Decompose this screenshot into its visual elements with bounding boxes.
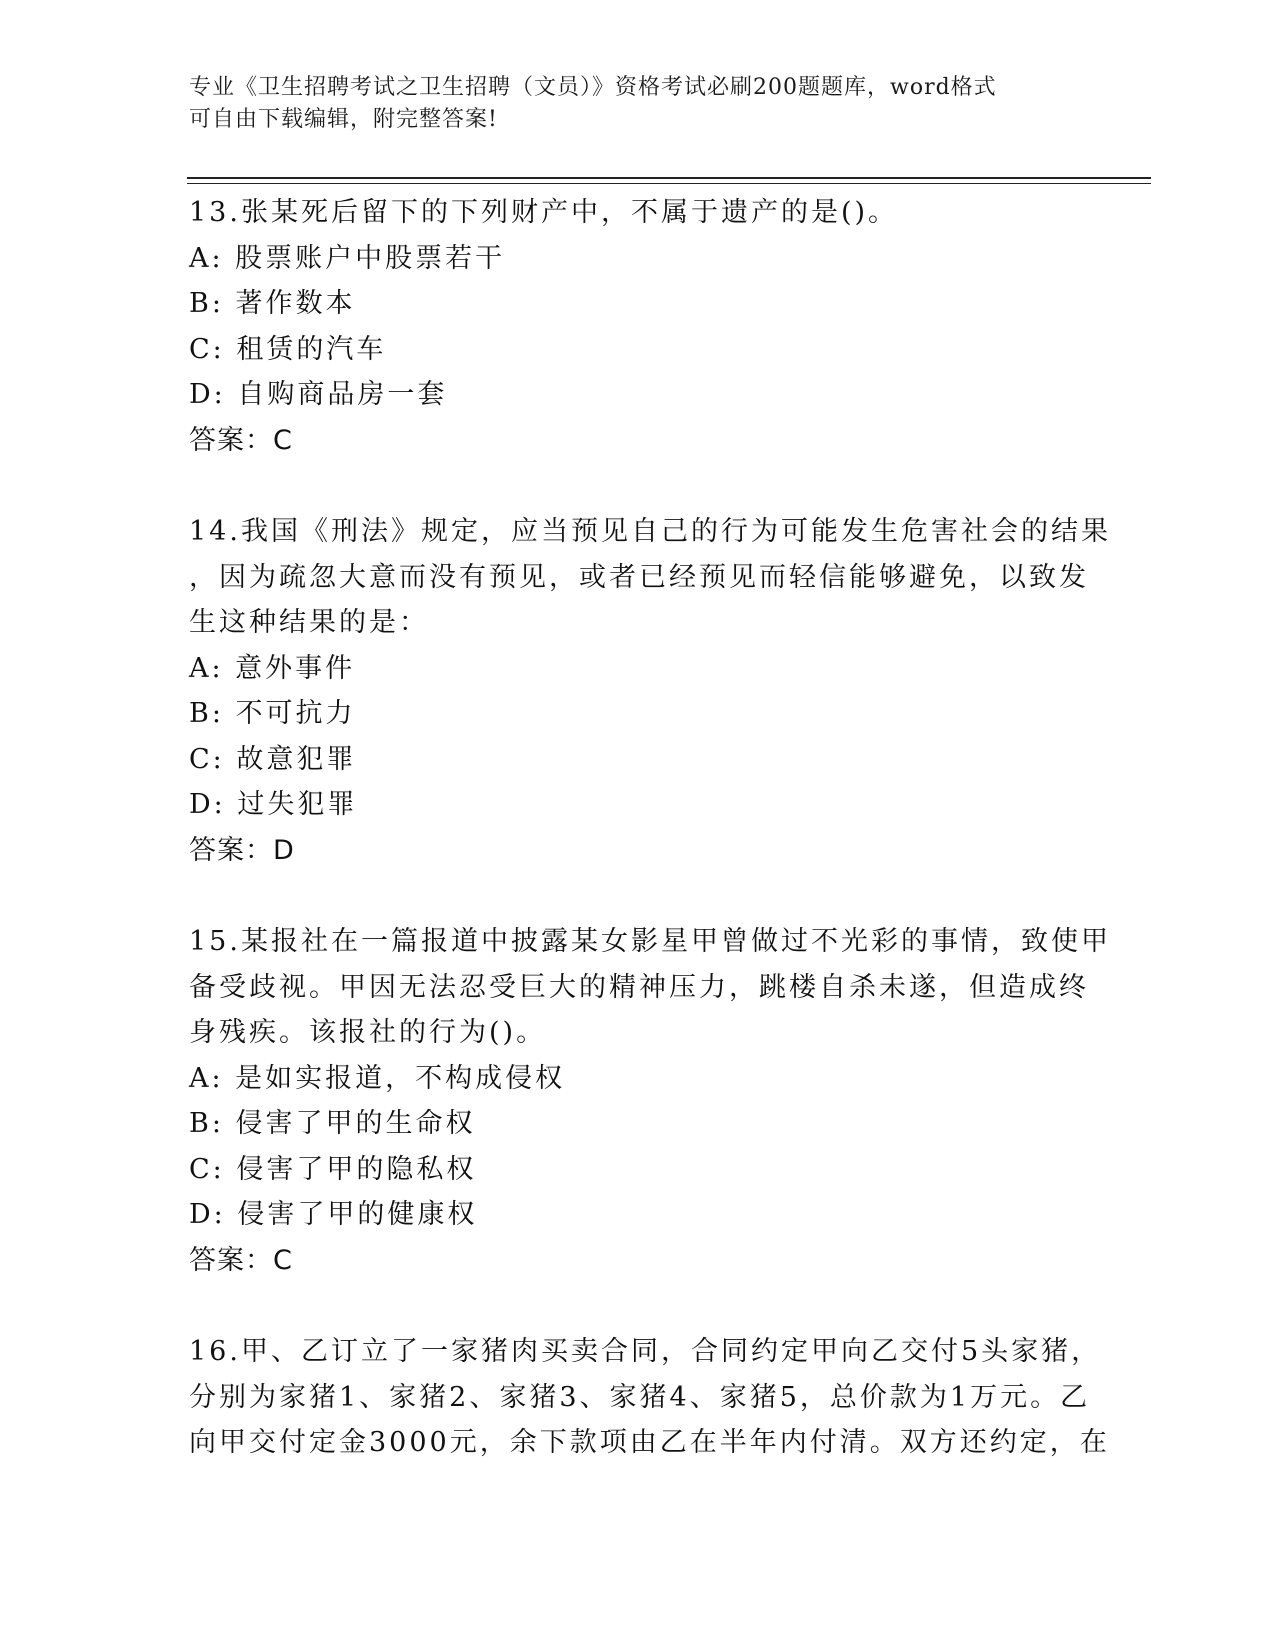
- option-b: B: 侵害了甲的生命权: [189, 1108, 476, 1139]
- question-text-line: 分别为家猪1、家猪2、家猪3、家猪4、家猪5，总价款为1万元。乙: [189, 1381, 1091, 1413]
- option-a: A: 意外事件: [189, 652, 356, 684]
- header-line-1: 专业《卫生招聘考试之卫生招聘（文员）》资格考试必刷200题题库，word格式: [189, 75, 997, 100]
- question-text-line: 生这种结果的是：: [189, 607, 429, 638]
- question-16: [189, 1329, 1110, 1466]
- question-text-line: 16.甲、乙订立了一家猪肉买卖合同，合同约定甲向乙交付5头家猪，: [189, 1336, 1102, 1367]
- question-text-line: 15.某报社在一篇报道中披露某女影星甲曾做过不光彩的事情，致使甲: [189, 926, 1111, 957]
- question-text-line: 14.我国《刑法》规定，应当预见自己的行为可能发生危害社会的结果: [189, 516, 1111, 547]
- header-divider-thick: [187, 177, 1151, 179]
- header-divider-thin: [187, 183, 1151, 184]
- question-text-line: 身残疾。该报社的行为()。: [189, 1017, 547, 1048]
- option-b: B: 著作数本: [189, 288, 356, 319]
- question-13: [189, 190, 1089, 463]
- answer: 答案：C: [189, 1244, 293, 1276]
- option-c: C: 侵害了甲的隐私权: [189, 1153, 477, 1185]
- option-a: A: 股票账户中股票若干: [189, 242, 506, 274]
- question-text: 13.张某死后留下的下列财产中，不属于遗产的是()。: [189, 197, 899, 228]
- document-header: [189, 72, 1089, 136]
- option-b: B: 不可抗力: [189, 698, 356, 729]
- option-a: A: 是如实报道，不构成侵权: [189, 1062, 566, 1094]
- option-d: D: 过失犯罪: [189, 789, 358, 820]
- option-c: C: 租赁的汽车: [189, 333, 387, 365]
- question-list: [189, 190, 1111, 1512]
- question-text-line: 备受歧视。甲因无法忍受巨大的精神压力，跳楼自杀未遂，但造成终: [189, 971, 1089, 1003]
- question-14: [189, 509, 1111, 873]
- answer: 答案：D: [189, 834, 295, 866]
- question-15: [189, 919, 1111, 1283]
- option-d: D: 侵害了甲的健康权: [189, 1199, 478, 1230]
- question-text-line: ，因为疏忽大意而没有预见，或者已经预见而轻信能够避免，以致发: [189, 561, 1089, 593]
- option-c: C: 故意犯罪: [189, 743, 357, 775]
- header-line-2: 可自由下载编辑，附完整答案!: [189, 107, 498, 132]
- question-text-line: 向甲交付定金3000元，余下款项由乙在半年内付清。双方还约定，在: [189, 1427, 1110, 1458]
- option-d: D: 自购商品房一套: [189, 379, 448, 410]
- answer: 答案：C: [189, 424, 293, 456]
